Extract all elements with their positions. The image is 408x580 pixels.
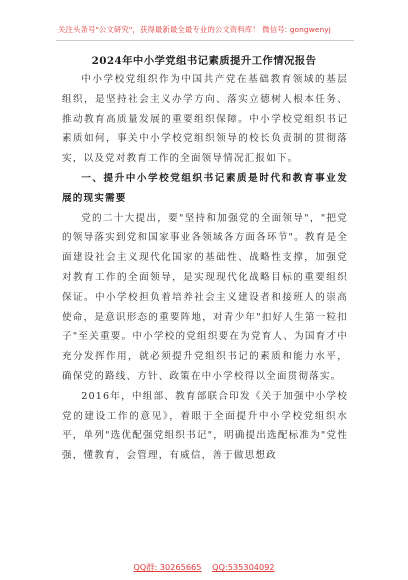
header-divider <box>56 40 354 41</box>
body-paragraph: 2016年，中组部、教育部联合印发《关于加强中小学校党的建设工作的意见》，着眼于全面提升中小学校党组织水平，单列"选优配强党组织书记"，明确提出选配标准为"党性强，懂教育，会管理，有威信，善于做思想政 <box>62 390 348 462</box>
document-body <box>62 70 348 466</box>
footer-contact <box>0 562 408 573</box>
footer-qq-group-link[interactable]: QQ群: 30265665 <box>133 562 202 572</box>
body-paragraph: 党的二十大提出，要"坚持和加强党的全面领导"，"把党的领导落实到党和国家事业各领域各方面各环节"。教育是全面建设社会主义现代化国家的基础性、战略性支撑，加强党对教育工作的全面领导，是实现现代化战略目标的重要组织保证。中小学校担负着培养社会主义建设者和接班人的崇高使命，是意识形态的重要阵地，对青少年"扣好人生第一粒扣子"至关重要。中小学校的党组织要在为党育人、为国育才中充分发挥作用，就必须提升党组织书记的素质和能力水平，确保党的路线、方针、政策在中小学校得以全面贯彻落实。 <box>62 212 348 382</box>
section-heading: 一、提升中小学校党组织书记素质是时代和教育事业发展的现实需要 <box>62 172 348 204</box>
header-notice: 关注头条号"公文研究"，获得最新最全最专业的公文资料库！ 微信号: gongwenyj <box>58 25 331 34</box>
document-title: 2024年中小学党组书记素质提升工作情况报告 <box>91 55 317 67</box>
footer-qq-link[interactable]: QQ:535304092 <box>212 562 275 572</box>
body-paragraph: 中小学校党组织作为中国共产党在基础教育领域的基层组织，是坚持社会主义办学方向、落实立德树人根本任务、推动教育高质量发展的重要组织保障。中小学校党组织书记素质如何，事关中小学校党组织领导的校长负责制的贯彻落实，以及党对教育工作的全面领导情况汇报如下。 <box>62 74 348 165</box>
